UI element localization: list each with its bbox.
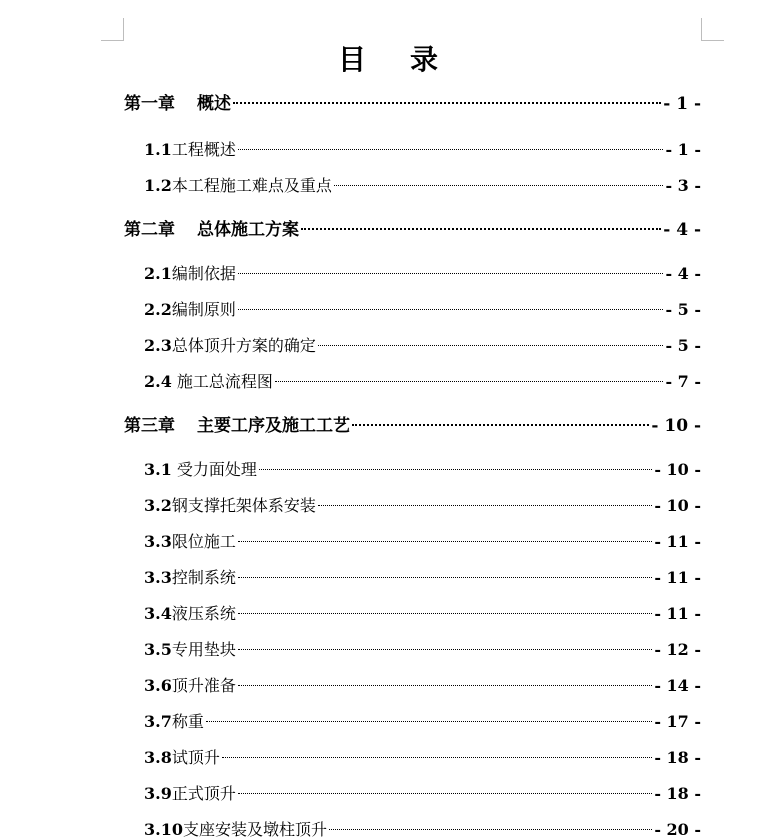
toc-dot-leader: [318, 345, 664, 346]
toc-entry-label: [144, 674, 236, 698]
toc-entry-text: 主要工序及施工工艺: [197, 416, 350, 436]
toc-section-entry[interactable]: [144, 782, 701, 806]
toc-chapter-entry[interactable]: [124, 218, 701, 242]
toc-dot-leader: [352, 424, 649, 426]
toc-dot-leader: [259, 469, 652, 470]
toc-entry-text: 受力面处理: [171, 460, 257, 479]
toc-section-entry[interactable]: [144, 370, 701, 394]
toc-entry-text: 支座安装及墩柱顶升: [182, 820, 327, 839]
toc-entry-text: 钢支撑托架体系安装: [171, 496, 316, 515]
toc-page-number: - 7 -: [665, 372, 701, 391]
toc-section-entry[interactable]: [144, 530, 701, 554]
toc-section-entry[interactable]: [144, 746, 701, 770]
toc-entry-text: 工程概述: [171, 140, 236, 159]
toc-entry-label: [124, 218, 299, 242]
toc-page-number: - 17 -: [654, 712, 701, 731]
toc-dot-leader: [206, 721, 652, 722]
toc-entry-text: 专用垫块: [171, 640, 236, 659]
toc-page-number: - 11 -: [654, 568, 701, 587]
toc-entry-label: [144, 370, 273, 394]
toc-entry-text: 称重: [171, 712, 204, 731]
toc-entry-label: [144, 818, 327, 839]
toc-entry-text: 编制依据: [171, 264, 236, 283]
toc-page-number: - 4 -: [663, 220, 701, 240]
toc-entry-number: 1.2: [144, 176, 172, 195]
toc-page-number: - 4 -: [665, 264, 701, 283]
toc-entry-label: [144, 334, 316, 358]
toc-entry-label: [144, 782, 236, 806]
toc-section-entry[interactable]: [144, 174, 701, 198]
toc-entry-label: [144, 638, 236, 662]
toc-entry-text: 控制系统: [171, 568, 236, 587]
toc-section-entry[interactable]: [144, 566, 701, 590]
toc-title: [0, 38, 776, 78]
toc-entry-number: 2.2: [144, 300, 172, 319]
toc-entry-number: 第二章: [124, 220, 175, 240]
toc-dot-leader: [301, 228, 661, 230]
toc-entry-number: 3.9: [144, 784, 172, 803]
toc-entry-number: 3.1: [144, 460, 172, 479]
toc-section-entry[interactable]: [144, 458, 701, 482]
toc-dot-leader: [238, 541, 652, 542]
toc-entry-text: 本工程施工难点及重点: [171, 176, 332, 195]
toc-entry-number: 1.1: [144, 140, 172, 159]
toc-dot-leader: [238, 685, 652, 686]
toc-entry-number: 第一章: [124, 94, 175, 114]
toc-entry-number: 3.5: [144, 640, 172, 659]
toc-entry-number: 2.1: [144, 264, 172, 283]
toc-entry-label: [144, 602, 236, 626]
toc-entry-number: 2.3: [144, 336, 172, 355]
toc-page-number: - 10 -: [651, 416, 701, 436]
toc-section-entry[interactable]: [144, 262, 701, 286]
toc-entry-text: 限位施工: [171, 532, 236, 551]
toc-dot-leader: [238, 577, 652, 578]
toc-chapter-entry[interactable]: [124, 414, 701, 438]
toc-dot-leader: [238, 613, 652, 614]
toc-entry-label: [144, 458, 257, 482]
toc-entry-text: 概述: [197, 94, 231, 114]
toc-page-number: - 10 -: [654, 496, 701, 515]
toc-entry-number: 3.8: [144, 748, 172, 767]
toc-dot-leader: [238, 649, 652, 650]
toc-page-number: - 11 -: [654, 604, 701, 623]
toc-section-entry[interactable]: [144, 818, 701, 839]
toc-entry-number: 3.10: [144, 820, 183, 839]
toc-entry-label: [144, 174, 332, 198]
toc-page-number: - 18 -: [654, 784, 701, 803]
toc-entry-number: 3.3: [144, 532, 172, 551]
toc-section-entry[interactable]: [144, 494, 701, 518]
toc-entry-text: 顶升准备: [171, 676, 236, 695]
toc-section-entry[interactable]: [144, 334, 701, 358]
toc-entry-number: 第三章: [124, 416, 175, 436]
toc-entry-number: 3.2: [144, 496, 172, 515]
toc-page-number: - 1 -: [663, 94, 701, 114]
toc-dot-leader: [222, 757, 652, 758]
toc-title-char-1: 目: [337, 43, 366, 76]
toc-page-number: - 10 -: [654, 460, 701, 479]
toc-entry-text: 总体顶升方案的确定: [171, 336, 316, 355]
toc-title-char-2: 录: [410, 43, 439, 76]
toc-entry-number: 3.6: [144, 676, 172, 695]
toc-section-entry[interactable]: [144, 638, 701, 662]
toc-entry-text: 液压系统: [171, 604, 236, 623]
toc-entry-text: 编制原则: [171, 300, 236, 319]
toc-section-entry[interactable]: [144, 298, 701, 322]
toc-page-number: - 12 -: [654, 640, 701, 659]
toc-entry-number: 2.4: [144, 372, 172, 391]
toc-dot-leader: [329, 829, 652, 830]
toc-entry-label: [144, 494, 316, 518]
toc-section-entry[interactable]: [144, 710, 701, 734]
toc-dot-leader: [238, 273, 664, 274]
toc-entry-label: [144, 298, 236, 322]
toc-section-entry[interactable]: [144, 602, 701, 626]
toc-dot-leader: [318, 505, 652, 506]
toc-page-number: - 18 -: [654, 748, 701, 767]
toc-chapter-entry[interactable]: [124, 92, 701, 116]
toc-entry-label: [144, 138, 236, 162]
toc-entry-number: 3.4: [144, 604, 172, 623]
toc-entry-number: 3.3: [144, 568, 172, 587]
toc-entry-text: 施工总流程图: [171, 372, 273, 391]
toc-entry-label: [144, 530, 236, 554]
toc-page-number: - 1 -: [665, 140, 701, 159]
toc-entry-label: [144, 710, 204, 734]
toc-dot-leader: [275, 381, 664, 382]
toc-page-number: - 11 -: [654, 532, 701, 551]
toc-entry-label: [124, 92, 231, 116]
toc-dot-leader: [238, 149, 664, 150]
toc-entry-label: [144, 262, 236, 286]
toc-page-number: - 14 -: [654, 676, 701, 695]
toc-section-entry[interactable]: [144, 674, 701, 698]
toc-entry-number: 3.7: [144, 712, 172, 731]
toc-entry-label: [124, 414, 350, 438]
toc-section-entry[interactable]: [144, 138, 701, 162]
toc-page-number: - 20 -: [654, 820, 701, 839]
toc-entry-label: [144, 746, 220, 770]
toc-entry-label: [144, 566, 236, 590]
toc-entry-text: 正式顶升: [171, 784, 236, 803]
toc-dot-leader: [238, 309, 664, 310]
toc-dot-leader: [334, 185, 664, 186]
toc-page-number: - 5 -: [665, 336, 701, 355]
toc-dot-leader: [238, 793, 652, 794]
toc-entry-text: 试顶升: [171, 748, 220, 767]
toc-page-number: - 3 -: [665, 176, 701, 195]
toc-page-number: - 5 -: [665, 300, 701, 319]
toc-entry-text: 总体施工方案: [197, 220, 299, 240]
toc-dot-leader: [233, 102, 661, 104]
